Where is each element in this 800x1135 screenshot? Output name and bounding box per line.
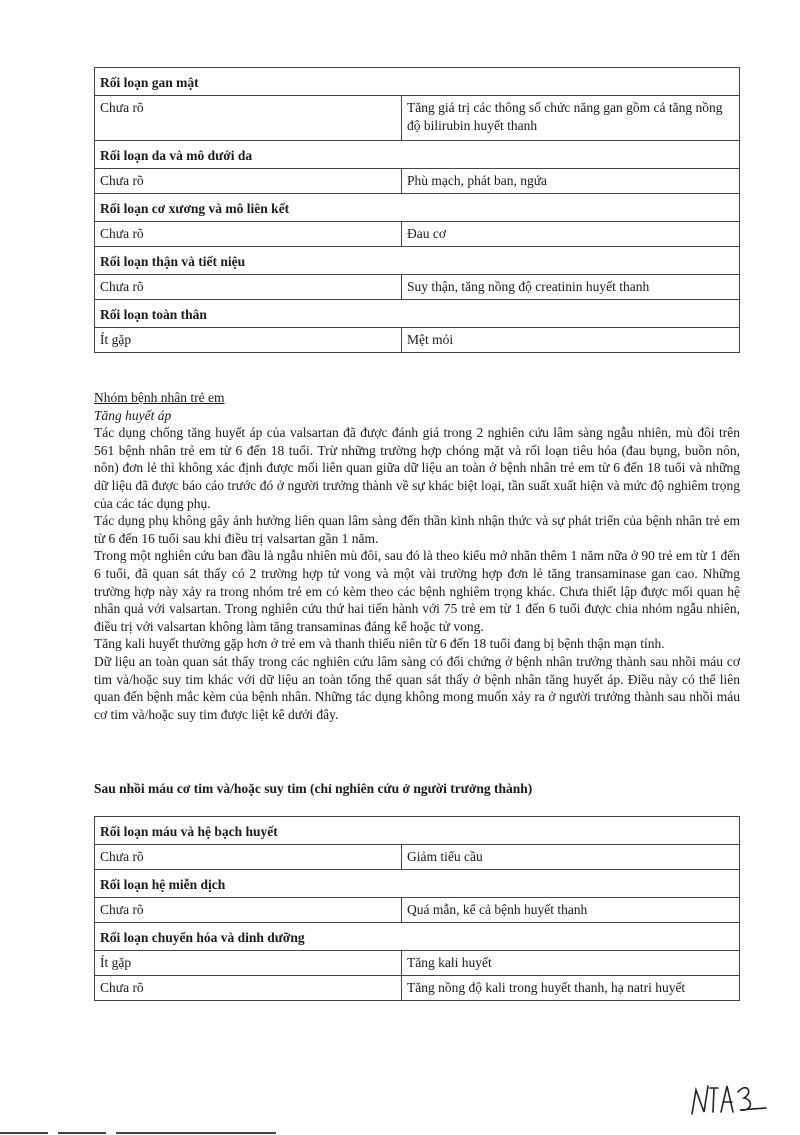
group-title: Rối loạn chuyển hóa và dinh dưỡng (95, 923, 740, 951)
frequency-cell: Chưa rõ (95, 898, 402, 923)
table-row (95, 328, 740, 353)
group-header-row (95, 300, 740, 328)
group-header-row (95, 923, 740, 951)
table-row (95, 222, 740, 247)
paragraph: Dữ liệu an toàn quan sát thấy trong các nghiên cứu lâm sàng có đối chứng ở bệnh nhân trưởng thành sau nhồi máu cơ tim và/hoặc suy tim khác với dữ liệu an toàn tổng thể quan sát thấy ở bệnh nhân tăng huyết áp. Điều này có thể liên quan đến bệnh mắc kèm của bệnh nhân. Những tác dụng không mong muốn xảy ra ở người trưởng thành sau nhồi máu cơ tim và/hoặc suy tim được liệt kê dưới đây. (94, 653, 740, 722)
effect-cell: Tăng kali huyết (402, 951, 740, 976)
group-header-row (95, 68, 740, 96)
group-title: Rối loạn hệ miễn dịch (95, 870, 740, 898)
footer-rule (0, 1132, 48, 1134)
adverse-effects-table-1 (94, 67, 740, 353)
group-title: Rối loạn máu và hệ bạch huyết (95, 817, 740, 845)
frequency-cell: Chưa rõ (95, 96, 402, 141)
paragraph: Tác dụng chống tăng huyết áp của valsartan đã được đánh giá trong 2 nghiên cứu lâm sàng ngẫu nhiên, mù đôi trên 561 bệnh nhân trẻ em từ 6 đến 18 tuổi. Trừ những trường hợp chóng mặt và rối loạn tiêu hóa (đau bụng, buồn nôn, nôn) đơn lẻ thì không xác định được mối liên quan giữa dữ liệu an toàn ở bệnh nhân trẻ em từ 6 đến 18 tuổi và những dữ liệu đã được báo cáo trước đó ở người trưởng thành về sự khác biệt loại, tần suất xuất hiện và mức độ nghiêm trọng của các tác dụng phụ. (94, 425, 740, 511)
effect-cell: Tăng nồng độ kali trong huyết thanh, hạ natri huyết (402, 976, 740, 1001)
table-row (95, 275, 740, 300)
group-title: Rối loạn toàn thân (95, 300, 740, 328)
group-title: Rối loạn cơ xương và mô liên kết (95, 194, 740, 222)
frequency-cell: Chưa rõ (95, 976, 402, 1001)
table-row (95, 96, 740, 141)
effect-cell: Suy thận, tăng nồng độ creatinin huyết thanh (402, 275, 740, 300)
table-row (95, 976, 740, 1001)
footer-rule (116, 1132, 276, 1134)
paragraph: Tăng kali huyết thường gặp hơn ở trẻ em và thanh thiếu niên từ 6 đến 18 tuổi đang bị bệnh thận mạn tính. (94, 636, 665, 652)
frequency-cell: Chưa rõ (95, 275, 402, 300)
group-header-row (95, 817, 740, 845)
pediatric-section (94, 389, 740, 723)
section-title: Nhóm bệnh nhân trẻ em (94, 390, 225, 405)
frequency-cell: Ít gặp (95, 328, 402, 353)
subsection-title: Tăng huyết áp (94, 407, 172, 423)
group-header-row (95, 870, 740, 898)
effect-cell: Quá mẫn, kể cả bệnh huyết thanh (402, 898, 740, 923)
effect-cell: Đau cơ (402, 222, 740, 247)
frequency-cell: Chưa rõ (95, 169, 402, 194)
frequency-cell: Ít gặp (95, 951, 402, 976)
table-row (95, 951, 740, 976)
group-title: Rối loạn thận và tiết niệu (95, 247, 740, 275)
adverse-effects-table-2 (94, 816, 740, 1001)
mi-section-title: Sau nhồi máu cơ tim và/hoặc suy tim (chỉ nghiên cứu ở người trưởng thành) (94, 781, 533, 796)
effect-cell: Phù mạch, phát ban, ngứa (402, 169, 740, 194)
effect-cell: Giảm tiểu cầu (402, 845, 740, 870)
table-row (95, 845, 740, 870)
paragraph: Trong một nghiên cứu ban đầu là ngẫu nhiên mù đôi, sau đó là theo kiểu mở nhãn thêm 1 năm nữa ở 90 trẻ em từ 1 đến 6 tuổi, đã quan sát thấy có 2 trường hợp tử vong và một vài trường hợp đơn lẻ tăng transaminase gan cao. Những trường hợp này xảy ra trong nhóm trẻ em có kèm theo các bệnh nghiêm trọng khác. Chưa thiết lập được mối quan hệ nhân quả với valsartan. Trong nghiên cứu thứ hai tiến hành với 75 trẻ em từ 1 đến 6 tuổi được chia nhóm ngẫu nhiên, điều trị với valsartan không làm tăng transaminas đáng kể hoặc tử vong. (94, 548, 740, 634)
footer-rule (58, 1132, 106, 1134)
paragraph: Tác dụng phụ không gây ảnh hưởng liên quan lâm sàng đến thần kinh nhận thức và sự phát triển của bệnh nhân trẻ em từ 6 đến 16 tuổi sau khi điều trị valsartan gần 1 năm. (94, 513, 740, 546)
group-title: Rối loạn gan mật (95, 68, 740, 96)
table-row (95, 898, 740, 923)
effect-cell: Tăng giá trị các thông số chức năng gan gồm cả tăng nồng độ bilirubin huyết thanh (402, 96, 740, 141)
frequency-cell: Chưa rõ (95, 845, 402, 870)
effect-cell: Mệt mỏi (402, 328, 740, 353)
frequency-cell: Chưa rõ (95, 222, 402, 247)
group-title: Rối loạn da và mô dưới da (95, 141, 740, 169)
group-header-row (95, 194, 740, 222)
group-header-row (95, 247, 740, 275)
table-row (95, 169, 740, 194)
group-header-row (95, 141, 740, 169)
handwritten-signature (688, 1078, 778, 1120)
